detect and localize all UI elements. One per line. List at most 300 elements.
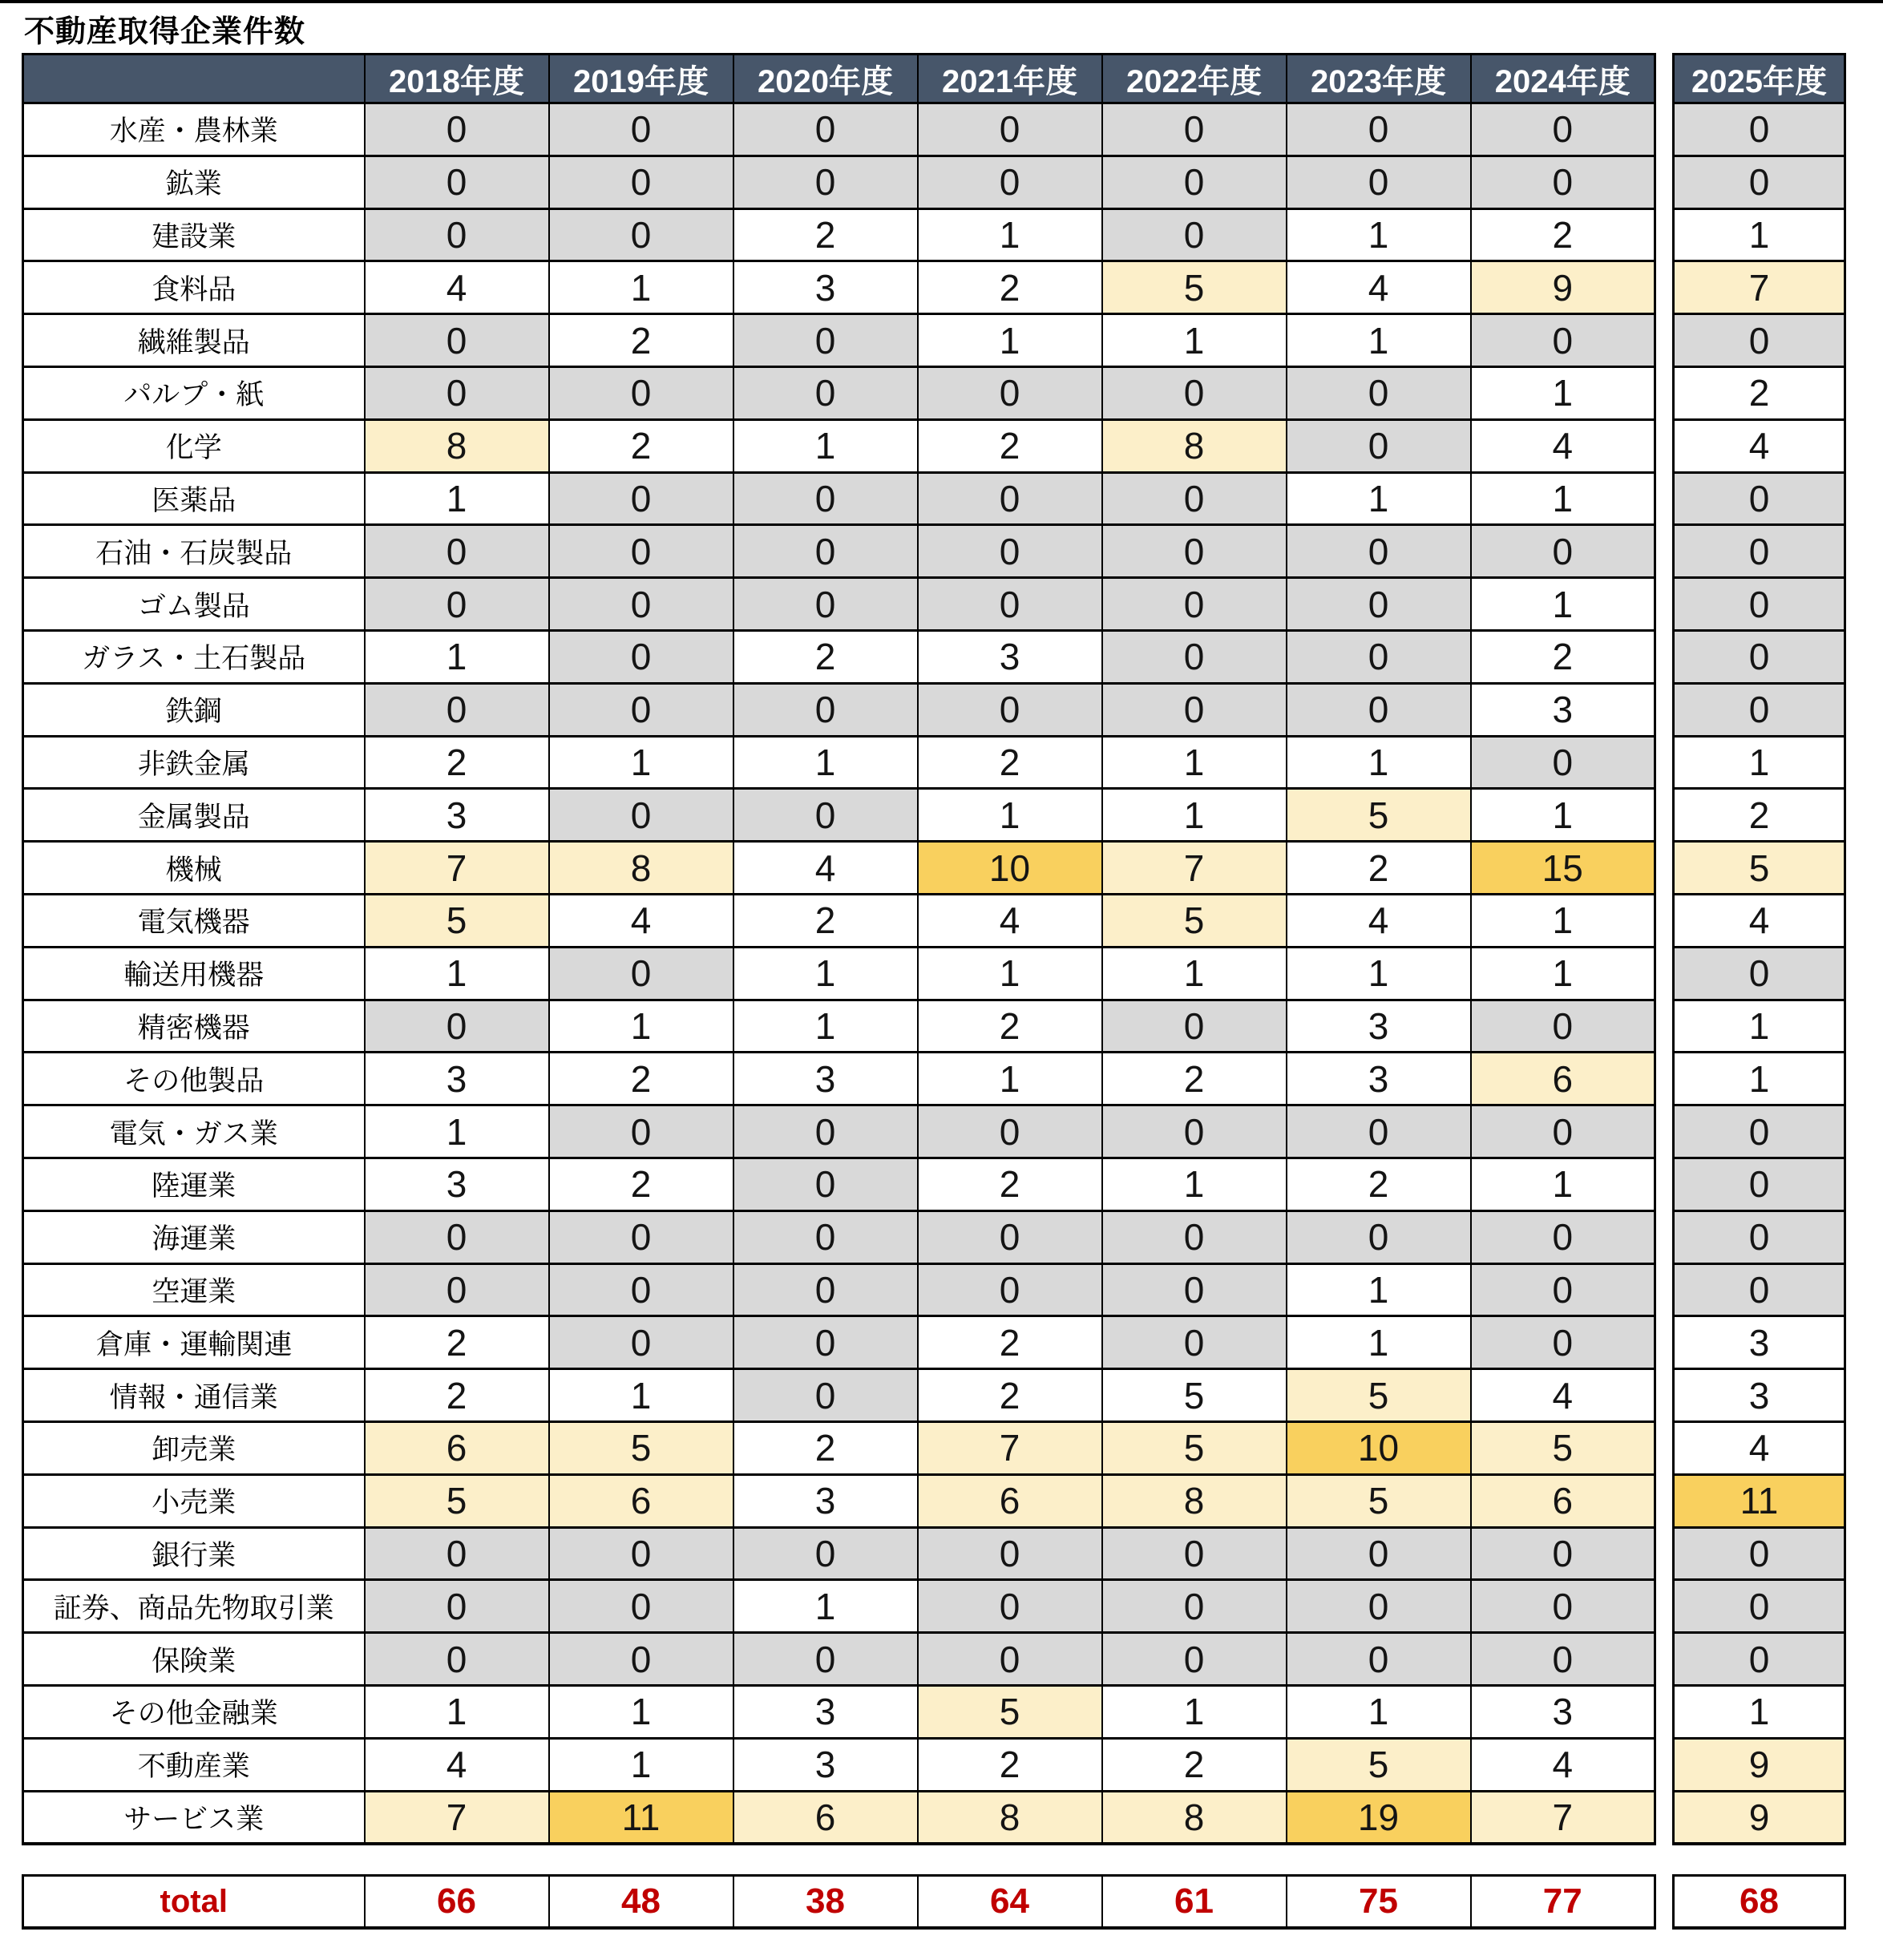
row-label-cell: 金属製品 [23, 789, 365, 842]
table-row [1674, 261, 1845, 314]
value-cell: 1 [733, 1580, 918, 1633]
value-cell: 1 [1102, 314, 1287, 367]
table-row [1674, 1527, 1845, 1580]
table-row [23, 525, 1655, 578]
value-cell: 1 [1471, 789, 1655, 842]
table-row [23, 578, 1655, 631]
row-label-cell: その他製品 [23, 1053, 365, 1105]
table-row [23, 1738, 1655, 1791]
total-row [1674, 1876, 1845, 1929]
value-cell: 1 [1674, 1000, 1845, 1053]
value-cell: 0 [1674, 630, 1845, 683]
row-label-cell: 空運業 [23, 1263, 365, 1316]
table-row [1674, 894, 1845, 947]
value-cell: 0 [1674, 1210, 1845, 1263]
value-cell: 2 [549, 314, 733, 367]
value-cell: 0 [1674, 525, 1845, 578]
value-cell: 1 [549, 1685, 733, 1738]
value-cell: 0 [1102, 683, 1287, 736]
table-row [23, 947, 1655, 1000]
value-cell: 2 [365, 1316, 549, 1369]
value-cell: 0 [1674, 1580, 1845, 1633]
table-row [1674, 578, 1845, 631]
value-cell: 6 [1471, 1474, 1655, 1527]
value-cell: 5 [918, 1685, 1102, 1738]
value-cell: 2 [1102, 1053, 1287, 1105]
value-cell: 0 [1674, 1105, 1845, 1158]
table-row [1674, 1369, 1845, 1422]
value-cell: 0 [918, 103, 1102, 156]
row-label-cell: 保険業 [23, 1633, 365, 1686]
value-cell: 0 [1471, 1210, 1655, 1263]
value-cell: 1 [1287, 736, 1471, 789]
value-cell: 2 [1471, 630, 1655, 683]
value-cell: 0 [365, 1633, 549, 1686]
row-label-cell: 電気機器 [23, 894, 365, 947]
value-cell: 5 [549, 1421, 733, 1474]
table-row [23, 314, 1655, 367]
value-cell: 0 [1471, 1580, 1655, 1633]
value-cell: 0 [1287, 419, 1471, 472]
value-cell: 8 [365, 419, 549, 472]
value-cell: 0 [1471, 1000, 1655, 1053]
value-cell: 0 [1102, 366, 1287, 419]
value-cell: 1 [1287, 947, 1471, 1000]
value-cell: 0 [918, 1633, 1102, 1686]
value-cell: 0 [549, 208, 733, 261]
value-cell: 3 [365, 1053, 549, 1105]
value-cell: 0 [1674, 947, 1845, 1000]
value-cell: 3 [733, 261, 918, 314]
value-cell: 1 [733, 947, 918, 1000]
value-cell: 7 [918, 1421, 1102, 1474]
total-label-cell: total [23, 1876, 365, 1929]
value-cell: 1 [365, 1105, 549, 1158]
value-cell: 0 [918, 525, 1102, 578]
value-cell: 7 [1674, 261, 1845, 314]
year-header-cell: 2021年度 [918, 55, 1102, 103]
value-cell: 0 [1102, 1105, 1287, 1158]
value-cell: 0 [1287, 683, 1471, 736]
page-title: 不動産取得企業件数 [24, 15, 306, 49]
value-cell: 1 [1287, 1263, 1471, 1316]
value-cell: 0 [549, 1580, 733, 1633]
value-cell: 0 [733, 1369, 918, 1422]
value-cell: 0 [365, 1263, 549, 1316]
row-label-cell: 精密機器 [23, 1000, 365, 1053]
table-row [1674, 156, 1845, 208]
value-cell: 1 [365, 947, 549, 1000]
value-cell: 2 [918, 1000, 1102, 1053]
table-row [23, 156, 1655, 208]
value-cell: 1 [365, 472, 549, 525]
value-cell: 8 [1102, 419, 1287, 472]
value-cell: 0 [1102, 1210, 1287, 1263]
value-cell: 0 [733, 314, 918, 367]
value-cell: 8 [918, 1791, 1102, 1844]
value-cell: 0 [549, 683, 733, 736]
total-value-cell: 77 [1471, 1876, 1655, 1929]
value-cell: 2 [1674, 789, 1845, 842]
value-cell: 0 [1674, 683, 1845, 736]
value-cell: 0 [549, 1316, 733, 1369]
value-cell: 0 [1287, 1527, 1471, 1580]
value-cell: 7 [365, 1791, 549, 1844]
table-row [23, 842, 1655, 895]
value-cell: 5 [1102, 1369, 1287, 1422]
value-cell: 2 [1287, 1158, 1471, 1210]
row-label-cell: パルプ・紙 [23, 366, 365, 419]
total-value-cell: 38 [733, 1876, 918, 1929]
row-label-cell: 輸送用機器 [23, 947, 365, 1000]
table-row [23, 1527, 1655, 1580]
table-row [1674, 630, 1845, 683]
value-cell: 5 [1287, 1369, 1471, 1422]
value-cell: 1 [1102, 789, 1287, 842]
value-cell: 1 [1102, 1158, 1287, 1210]
value-cell: 0 [918, 366, 1102, 419]
table-row [1674, 842, 1845, 895]
value-cell: 0 [1471, 525, 1655, 578]
value-cell: 0 [1287, 103, 1471, 156]
value-cell: 3 [733, 1474, 918, 1527]
value-cell: 0 [733, 1210, 918, 1263]
value-cell: 3 [365, 789, 549, 842]
value-cell: 8 [1102, 1474, 1287, 1527]
value-cell: 0 [1287, 366, 1471, 419]
value-cell: 0 [1287, 1105, 1471, 1158]
value-cell: 0 [1674, 472, 1845, 525]
value-cell: 4 [549, 894, 733, 947]
value-cell: 3 [1471, 1685, 1655, 1738]
table-row [1674, 208, 1845, 261]
row-label-cell: 銀行業 [23, 1527, 365, 1580]
value-cell: 1 [1674, 1053, 1845, 1105]
value-cell: 0 [549, 366, 733, 419]
table-row [23, 683, 1655, 736]
value-cell: 1 [918, 789, 1102, 842]
value-cell: 0 [733, 578, 918, 631]
table-row [23, 261, 1655, 314]
value-cell: 2 [549, 1158, 733, 1210]
value-cell: 6 [365, 1421, 549, 1474]
value-cell: 1 [1674, 208, 1845, 261]
value-cell: 0 [733, 472, 918, 525]
row-label-cell: ガラス・土石製品 [23, 630, 365, 683]
value-cell: 2 [365, 736, 549, 789]
table-row [1674, 1685, 1845, 1738]
table-row [23, 419, 1655, 472]
value-cell: 0 [1674, 1633, 1845, 1686]
value-cell: 0 [1102, 578, 1287, 631]
value-cell: 0 [365, 208, 549, 261]
table-row [1674, 525, 1845, 578]
row-label-cell: 情報・通信業 [23, 1369, 365, 1422]
value-cell: 1 [1102, 1685, 1287, 1738]
value-cell: 0 [549, 472, 733, 525]
value-cell: 1 [1471, 1158, 1655, 1210]
total-value-cell: 75 [1287, 1876, 1471, 1929]
value-cell: 0 [365, 525, 549, 578]
value-cell: 0 [1471, 103, 1655, 156]
value-cell: 4 [733, 842, 918, 895]
value-cell: 0 [549, 789, 733, 842]
value-cell: 1 [918, 314, 1102, 367]
year-header-cell: 2022年度 [1102, 55, 1287, 103]
total-value-cell: 66 [365, 1876, 549, 1929]
table-row [1674, 1421, 1845, 1474]
value-cell: 0 [1287, 1210, 1471, 1263]
table-row [1674, 419, 1845, 472]
value-cell: 0 [918, 1105, 1102, 1158]
table-row [23, 1053, 1655, 1105]
value-cell: 1 [1287, 1685, 1471, 1738]
value-cell: 4 [918, 894, 1102, 947]
value-cell: 0 [549, 1633, 733, 1686]
table-row [23, 736, 1655, 789]
value-cell: 0 [365, 1527, 549, 1580]
value-cell: 5 [1102, 1421, 1287, 1474]
value-cell: 2 [1287, 842, 1471, 895]
year-header-cell: 2018年度 [365, 55, 549, 103]
value-cell: 7 [1102, 842, 1287, 895]
value-cell: 0 [549, 1210, 733, 1263]
value-cell: 1 [1287, 208, 1471, 261]
value-cell: 1 [1471, 366, 1655, 419]
value-cell: 2 [733, 208, 918, 261]
table-row [1674, 103, 1845, 156]
value-cell: 0 [733, 789, 918, 842]
value-cell: 0 [549, 1527, 733, 1580]
value-cell: 1 [549, 261, 733, 314]
value-cell: 1 [1287, 314, 1471, 367]
table-row [23, 366, 1655, 419]
total-2025-table [1672, 1874, 1846, 1930]
value-cell: 0 [549, 1263, 733, 1316]
value-cell: 4 [1674, 1421, 1845, 1474]
value-cell: 4 [1674, 894, 1845, 947]
table-row [1674, 789, 1845, 842]
row-label-cell: 倉庫・運輸関連 [23, 1316, 365, 1369]
value-cell: 0 [918, 1527, 1102, 1580]
value-cell: 4 [1471, 1738, 1655, 1791]
row-label-cell: 陸運業 [23, 1158, 365, 1210]
table-row [23, 1791, 1655, 1844]
table-row [23, 1633, 1655, 1686]
value-cell: 2 [918, 1316, 1102, 1369]
corner-header-cell [23, 55, 365, 103]
value-cell: 4 [1471, 1369, 1655, 1422]
table-row [23, 1580, 1655, 1633]
value-cell: 5 [1102, 894, 1287, 947]
value-cell: 9 [1674, 1791, 1845, 1844]
value-cell: 0 [365, 314, 549, 367]
value-cell: 0 [918, 1580, 1102, 1633]
value-cell: 1 [549, 1369, 733, 1422]
value-cell: 3 [733, 1053, 918, 1105]
total-row-table [22, 1874, 1656, 1930]
value-cell: 1 [918, 208, 1102, 261]
row-label-cell: 鉄鋼 [23, 683, 365, 736]
table-row [1674, 1580, 1845, 1633]
value-cell: 1 [365, 630, 549, 683]
table-row [1674, 366, 1845, 419]
row-label-cell: 食料品 [23, 261, 365, 314]
value-cell: 1 [365, 1685, 549, 1738]
value-cell: 2 [549, 1053, 733, 1105]
table-row [1674, 1474, 1845, 1527]
value-cell: 4 [1287, 261, 1471, 314]
value-cell: 0 [1102, 472, 1287, 525]
value-cell: 0 [733, 156, 918, 208]
value-cell: 3 [733, 1738, 918, 1791]
table-row [23, 1369, 1655, 1422]
table-row [1674, 1210, 1845, 1263]
value-cell: 8 [1102, 1791, 1287, 1844]
value-cell: 1 [1287, 472, 1471, 525]
value-cell: 2 [733, 1421, 918, 1474]
value-cell: 2 [549, 419, 733, 472]
value-cell: 7 [1471, 1791, 1655, 1844]
value-cell: 0 [918, 683, 1102, 736]
value-cell: 1 [549, 1000, 733, 1053]
value-cell: 1 [1674, 736, 1845, 789]
total-row [23, 1876, 1655, 1929]
value-cell: 0 [365, 1580, 549, 1633]
value-cell: 2 [918, 736, 1102, 789]
industry-year-table [22, 53, 1656, 1845]
value-cell: 3 [1674, 1369, 1845, 1422]
year-header-cell: 2019年度 [549, 55, 733, 103]
value-cell: 0 [365, 578, 549, 631]
value-cell: 3 [1287, 1053, 1471, 1105]
value-cell: 0 [1287, 630, 1471, 683]
value-cell: 2 [733, 630, 918, 683]
row-label-cell: 石油・石炭製品 [23, 525, 365, 578]
value-cell: 0 [549, 630, 733, 683]
value-cell: 0 [918, 472, 1102, 525]
value-cell: 6 [549, 1474, 733, 1527]
value-cell: 1 [1471, 894, 1655, 947]
value-cell: 3 [1674, 1316, 1845, 1369]
value-cell: 1 [1674, 1685, 1845, 1738]
value-cell: 2 [1471, 208, 1655, 261]
table-row [1674, 1158, 1845, 1210]
value-cell: 0 [733, 1263, 918, 1316]
value-cell: 0 [1102, 156, 1287, 208]
value-cell: 0 [1102, 1316, 1287, 1369]
row-label-cell: ゴム製品 [23, 578, 365, 631]
value-cell: 0 [1674, 314, 1845, 367]
value-cell: 1 [1471, 947, 1655, 1000]
table-row [23, 1474, 1655, 1527]
table-row [23, 1685, 1655, 1738]
value-cell: 5 [1674, 842, 1845, 895]
value-cell: 0 [733, 103, 918, 156]
year-header-cell: 2023年度 [1287, 55, 1471, 103]
value-cell: 0 [1674, 1263, 1845, 1316]
row-label-cell: 卸売業 [23, 1421, 365, 1474]
value-cell: 5 [1287, 1474, 1471, 1527]
value-cell: 11 [549, 1791, 733, 1844]
value-cell: 0 [1102, 1633, 1287, 1686]
year-header-cell: 2025年度 [1674, 55, 1845, 103]
value-cell: 0 [733, 525, 918, 578]
value-cell: 1 [1471, 578, 1655, 631]
table-row [1674, 1316, 1845, 1369]
value-cell: 3 [918, 630, 1102, 683]
value-cell: 15 [1471, 842, 1655, 895]
year-2025-table [1672, 53, 1846, 1845]
value-cell: 0 [733, 1158, 918, 1210]
value-cell: 5 [1287, 1738, 1471, 1791]
table-row [23, 208, 1655, 261]
row-label-cell: 小売業 [23, 1474, 365, 1527]
value-cell: 5 [1102, 261, 1287, 314]
table-row [23, 1000, 1655, 1053]
value-cell: 4 [1674, 419, 1845, 472]
value-cell: 2 [1674, 366, 1845, 419]
value-cell: 0 [365, 1210, 549, 1263]
value-cell: 5 [365, 1474, 549, 1527]
value-cell: 0 [918, 1210, 1102, 1263]
value-cell: 0 [549, 947, 733, 1000]
table-row [1674, 1000, 1845, 1053]
value-cell: 0 [1674, 156, 1845, 208]
row-label-cell: 医薬品 [23, 472, 365, 525]
value-cell: 1 [549, 1738, 733, 1791]
total-value-cell: 68 [1674, 1876, 1845, 1929]
value-cell: 10 [918, 842, 1102, 895]
row-label-cell: サービス業 [23, 1791, 365, 1844]
total-value-cell: 61 [1102, 1876, 1287, 1929]
value-cell: 0 [1674, 578, 1845, 631]
row-label-cell: 化学 [23, 419, 365, 472]
value-cell: 19 [1287, 1791, 1471, 1844]
value-cell: 0 [1471, 1527, 1655, 1580]
value-cell: 5 [365, 894, 549, 947]
value-cell: 0 [1471, 1263, 1655, 1316]
table-row [23, 1105, 1655, 1158]
value-cell: 0 [733, 683, 918, 736]
table-row [1674, 472, 1845, 525]
value-cell: 0 [1102, 1000, 1287, 1053]
value-cell: 0 [1102, 630, 1287, 683]
table-row [1674, 1791, 1845, 1844]
value-cell: 0 [1471, 736, 1655, 789]
row-label-cell: 機械 [23, 842, 365, 895]
value-cell: 0 [1471, 1316, 1655, 1369]
value-cell: 1 [1102, 947, 1287, 1000]
table-row [23, 630, 1655, 683]
value-cell: 0 [733, 1633, 918, 1686]
value-cell: 0 [1674, 1158, 1845, 1210]
value-cell: 7 [365, 842, 549, 895]
row-label-cell: 電気・ガス業 [23, 1105, 365, 1158]
row-label-cell: 水産・農林業 [23, 103, 365, 156]
value-cell: 1 [1102, 736, 1287, 789]
table-row [23, 1263, 1655, 1316]
value-cell: 0 [1674, 103, 1845, 156]
table-row [1674, 1738, 1845, 1791]
value-cell: 0 [1102, 1580, 1287, 1633]
value-cell: 1 [918, 947, 1102, 1000]
value-cell: 0 [918, 578, 1102, 631]
table-row [1674, 736, 1845, 789]
value-cell: 1 [549, 736, 733, 789]
value-cell: 0 [733, 366, 918, 419]
value-cell: 2 [918, 1738, 1102, 1791]
